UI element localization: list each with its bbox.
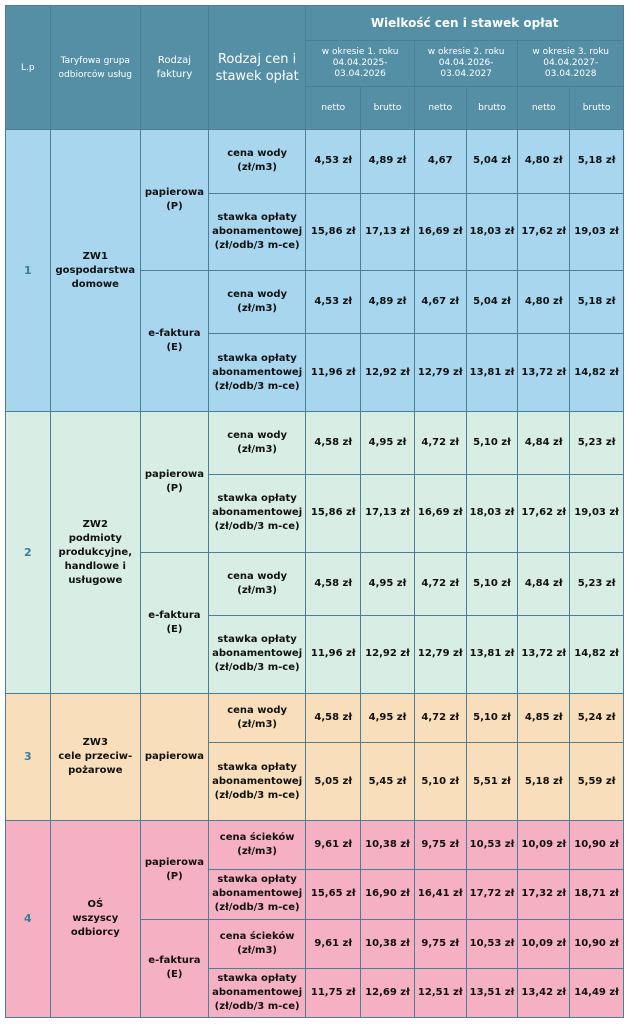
header-netto-2: netto	[414, 87, 466, 130]
price-value: 5,18 zł	[570, 270, 624, 333]
price-value: 19,03 zł	[570, 193, 624, 270]
price-value: 17,62 zł	[518, 193, 570, 270]
price-type-label: cena ścieków (zł/m3)	[208, 821, 305, 870]
price-type-label: stawka opłaty abonamentowej (zł/odb/3 m-ce)	[208, 193, 305, 270]
header-lp: L.p	[6, 6, 51, 130]
price-value: 16,69 zł	[414, 475, 466, 552]
price-type-label: cena wody (zł/m3)	[208, 270, 305, 333]
price-value: 9,61 zł	[306, 919, 361, 968]
price-value: 10,09 zł	[518, 919, 570, 968]
header-invoice-type: Rodzaj faktury	[140, 6, 208, 130]
price-type-label: stawka opłaty abonamentowej (zł/odb/3 m-ce)	[208, 615, 305, 693]
header-group: Taryfowa grupa odbiorców usług	[50, 6, 140, 130]
price-value: 12,79 zł	[414, 333, 466, 411]
price-value: 13,81 zł	[466, 333, 518, 411]
table-row	[6, 693, 624, 742]
price-value: 18,71 zł	[570, 870, 624, 919]
group-cell	[50, 412, 140, 694]
price-value: 5,18 zł	[518, 743, 570, 821]
price-value: 5,51 zł	[466, 743, 518, 821]
price-value: 4,84 zł	[518, 412, 570, 475]
group-lp: 2	[6, 412, 51, 694]
price-value: 5,23 zł	[570, 412, 624, 475]
header-price-type: Rodzaj cen i stawek opłat	[208, 6, 305, 130]
price-value: 15,65 zł	[306, 870, 361, 919]
price-value: 9,75 zł	[414, 821, 466, 870]
price-value: 4,72 zł	[414, 693, 466, 742]
price-value: 17,32 zł	[518, 870, 570, 919]
price-value: 13,81 zł	[466, 615, 518, 693]
group-lp: 1	[6, 130, 51, 412]
price-value: 4,95 zł	[361, 412, 415, 475]
price-value: 4,80 zł	[518, 130, 570, 193]
invoice-type: e-faktura (E)	[140, 919, 208, 1017]
price-value: 4,84 zł	[518, 552, 570, 615]
price-value: 5,59 zł	[570, 743, 624, 821]
price-type-label: cena wody (zł/m3)	[208, 552, 305, 615]
group-name: wszyscy odbiorcy	[70, 913, 120, 939]
price-value: 4,85 zł	[518, 693, 570, 742]
header-period-2: w okresie 2. roku 04.04.2026-03.04.2027	[414, 41, 518, 87]
price-value: 17,72 zł	[466, 870, 518, 919]
invoice-type: e-faktura (E)	[140, 270, 208, 411]
price-value: 10,53 zł	[466, 821, 518, 870]
price-value: 5,24 zł	[570, 693, 624, 742]
invoice-type: papierowa (P)	[140, 130, 208, 270]
price-value: 12,51 zł	[414, 968, 466, 1017]
price-value: 19,03 zł	[570, 475, 624, 552]
table-row	[6, 821, 624, 870]
price-value: 11,96 zł	[306, 615, 361, 693]
table-row	[6, 412, 624, 475]
price-value: 4,67	[414, 130, 466, 193]
price-value: 16,41 zł	[414, 870, 466, 919]
price-type-label: cena wody (zł/m3)	[208, 412, 305, 475]
price-value: 12,92 zł	[361, 333, 415, 411]
price-value: 4,72 zł	[414, 412, 466, 475]
price-value: 4,58 zł	[306, 693, 361, 742]
price-value: 13,42 zł	[518, 968, 570, 1017]
price-type-label: stawka opłaty abonamentowej (zł/odb/3 m-ce)	[208, 475, 305, 552]
invoice-type: papierowa (P)	[140, 821, 208, 919]
price-value: 16,90 zł	[361, 870, 415, 919]
price-value: 15,86 zł	[306, 193, 361, 270]
price-value: 4,80 zł	[518, 270, 570, 333]
price-value: 14,82 zł	[570, 333, 624, 411]
price-value: 5,23 zł	[570, 552, 624, 615]
price-type-label: stawka opłaty abonamentowej (zł/odb/3 m-ce)	[208, 870, 305, 919]
price-type-label: stawka opłaty abonamentowej (zł/odb/3 m-ce)	[208, 743, 305, 821]
invoice-type: papierowa	[140, 693, 208, 820]
price-value: 17,13 zł	[361, 193, 415, 270]
price-value: 5,04 zł	[466, 130, 518, 193]
price-value: 10,38 zł	[361, 821, 415, 870]
price-value: 13,51 zł	[466, 968, 518, 1017]
price-value: 9,75 zł	[414, 919, 466, 968]
price-value: 10,09 zł	[518, 821, 570, 870]
group-name: gospodarstwa domowe	[55, 264, 136, 290]
price-value: 4,72 zł	[414, 552, 466, 615]
price-value: 11,75 zł	[306, 968, 361, 1017]
header-period-1: w okresie 1. roku 04.04.2025-03.04.2026	[306, 41, 415, 87]
group-lp: 3	[6, 693, 51, 820]
group-lp: 4	[6, 821, 51, 1018]
price-value: 13,72 zł	[518, 615, 570, 693]
price-value: 4,89 zł	[361, 270, 415, 333]
group-code: ZW1	[82, 250, 108, 262]
price-type-label: stawka opłaty abonamentowej (zł/odb/3 m-ce)	[208, 968, 305, 1017]
tariff-table	[5, 5, 624, 1018]
price-value: 4,58 zł	[306, 552, 361, 615]
price-value: 4,53 zł	[306, 270, 361, 333]
price-value: 10,90 zł	[570, 919, 624, 968]
price-type-label: cena wody (zł/m3)	[208, 693, 305, 742]
price-value: 5,10 zł	[466, 552, 518, 615]
table-row	[6, 130, 624, 193]
price-type-label: cena wody (zł/m3)	[208, 130, 305, 193]
price-value: 14,49 zł	[570, 968, 624, 1017]
price-value: 10,38 zł	[361, 919, 415, 968]
price-value: 9,61 zł	[306, 821, 361, 870]
group-name: podmioty produkcyjne, handlowe i usługowe	[58, 532, 133, 586]
price-type-label: stawka opłaty abonamentowej (zł/odb/3 m-ce)	[208, 333, 305, 411]
header-title: Wielkość cen i stawek opłat	[306, 6, 624, 41]
price-value: 16,69 zł	[414, 193, 466, 270]
invoice-type: e-faktura (E)	[140, 552, 208, 693]
price-value: 4,95 zł	[361, 693, 415, 742]
price-value: 14,82 zł	[570, 615, 624, 693]
group-cell	[50, 130, 140, 412]
price-value: 5,45 zł	[361, 743, 415, 821]
price-value: 5,10 zł	[466, 412, 518, 475]
invoice-type: papierowa (P)	[140, 412, 208, 552]
header-netto-1: netto	[306, 87, 361, 130]
price-value: 13,72 zł	[518, 333, 570, 411]
price-value: 4,89 zł	[361, 130, 415, 193]
price-value: 4,67 zł	[414, 270, 466, 333]
header-brutto-3: brutto	[570, 87, 624, 130]
price-value: 12,79 zł	[414, 615, 466, 693]
header-netto-3: netto	[518, 87, 570, 130]
price-value: 4,95 zł	[361, 552, 415, 615]
price-value: 5,04 zł	[466, 270, 518, 333]
price-value: 17,13 zł	[361, 475, 415, 552]
price-value: 5,10 zł	[466, 693, 518, 742]
price-value: 5,18 zł	[570, 130, 624, 193]
price-value: 11,96 zł	[306, 333, 361, 411]
group-name: cele przeciw- pożarowe	[58, 751, 133, 777]
price-type-label: cena ścieków (zł/m3)	[208, 919, 305, 968]
price-value: 4,58 zł	[306, 412, 361, 475]
price-value: 5,10 zł	[414, 743, 466, 821]
group-code: ZW2	[82, 518, 108, 530]
group-cell	[50, 821, 140, 1018]
group-code: OŚ	[87, 899, 104, 911]
header-brutto-2: brutto	[466, 87, 518, 130]
price-value: 17,62 zł	[518, 475, 570, 552]
price-value: 10,53 zł	[466, 919, 518, 968]
header-brutto-1: brutto	[361, 87, 415, 130]
price-value: 12,69 zł	[361, 968, 415, 1017]
price-value: 10,90 zł	[570, 821, 624, 870]
group-cell	[50, 693, 140, 820]
price-value: 18,03 zł	[466, 475, 518, 552]
price-value: 5,05 zł	[306, 743, 361, 821]
price-value: 15,86 zł	[306, 475, 361, 552]
price-value: 12,92 zł	[361, 615, 415, 693]
group-code: ZW3	[82, 737, 108, 749]
header-period-3: w okresie 3. roku 04.04.2027-03.04.2028	[518, 41, 624, 87]
price-value: 18,03 zł	[466, 193, 518, 270]
price-value: 4,53 zł	[306, 130, 361, 193]
